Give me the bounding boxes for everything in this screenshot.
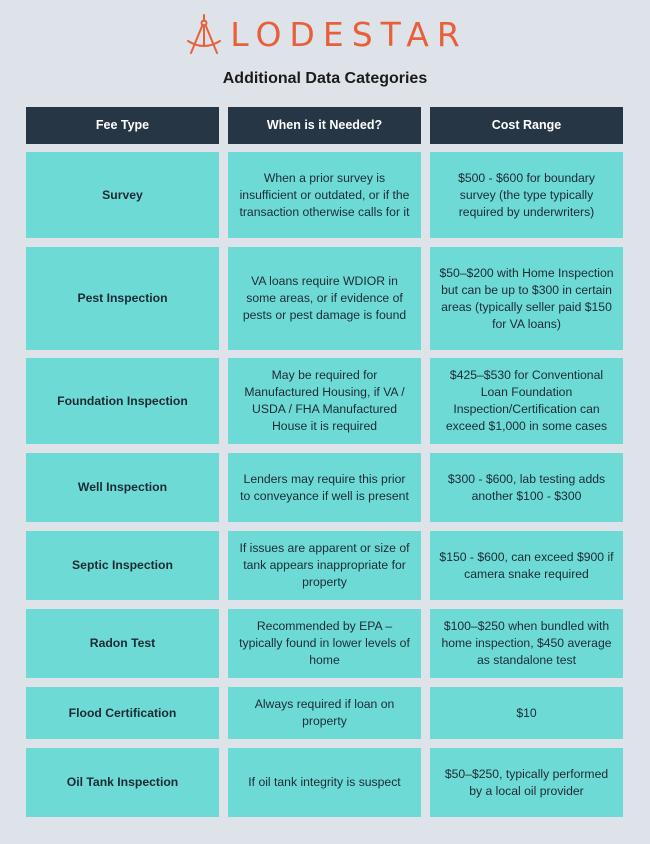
header-cost-range: Cost Range <box>430 107 623 144</box>
table-cell-when: When a prior survey is insufficient or outdated, or if the transaction otherwise calls for it <box>228 152 421 238</box>
table-cell-fee: Flood Certification <box>26 687 219 739</box>
table-cell-fee: Well Inspection <box>26 453 219 522</box>
brand-logo <box>0 8 650 60</box>
page-title: Additional Data Categories <box>222 70 428 87</box>
table-cell-fee: Pest Inspection <box>26 247 219 350</box>
header-when-needed: When is it Needed? <box>228 107 421 144</box>
table-cell-cost: $150 - $600, can exceed $900 if camera snake required <box>430 531 623 600</box>
table-cell-cost: $50–$200 with Home Inspection but can be up to $300 in certain areas (typically seller paid $150 for VA loans) <box>430 247 623 350</box>
table-cell-cost: $300 - $600, lab testing adds another $100 - $300 <box>430 453 623 522</box>
table-cell-cost: $100–$250 when bundled with home inspection, $450 average as standalone test <box>430 609 623 678</box>
table-cell-when: Recommended by EPA – typically found in lower levels of home <box>228 609 421 678</box>
table-cell-fee: Septic Inspection <box>26 531 219 600</box>
compass-logo-icon <box>182 11 226 57</box>
table-cell-cost: $10 <box>430 687 623 739</box>
table-cell-fee: Survey <box>26 152 219 238</box>
table-cell-cost: $425–$530 for Conventional Loan Foundation Inspection/Certification can exceed $1,000 in some cases <box>430 358 623 444</box>
header-fee-type: Fee Type <box>26 107 219 144</box>
table-cell-when: Lenders may require this prior to conveyance if well is present <box>228 453 421 522</box>
table-cell-fee: Radon Test <box>26 609 219 678</box>
table-cell-when: Always required if loan on property <box>228 687 421 739</box>
table-cell-when: If issues are apparent or size of tank appears inappropriate for property <box>228 531 421 600</box>
table-cell-fee: Oil Tank Inspection <box>26 748 219 817</box>
table-cell-when: May be required for Manufactured Housing, if VA / USDA / FHA Manufactured House it is required <box>228 358 421 444</box>
table-cell-when: VA loans require WDIOR in some areas, or if evidence of pests or pest damage is found <box>228 247 421 350</box>
brand-name: LODESTAR <box>230 14 468 54</box>
table-cell-when: If oil tank integrity is suspect <box>228 748 421 817</box>
table-cell-cost: $500 - $600 for boundary survey (the type typically required by underwriters) <box>430 152 623 238</box>
table-cell-fee: Foundation Inspection <box>26 358 219 444</box>
table-cell-cost: $50–$250, typically performed by a local oil provider <box>430 748 623 817</box>
